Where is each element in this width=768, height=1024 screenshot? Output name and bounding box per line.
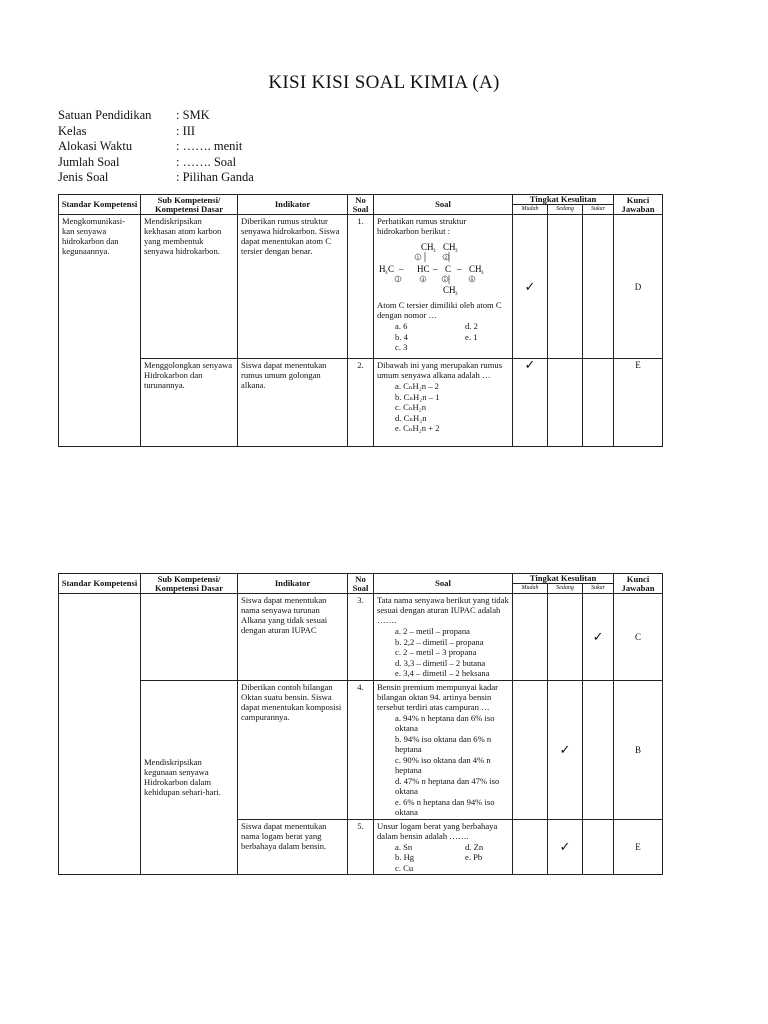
soal-question: Atom C tersier dimiliki oleh atom C dengan nomor …: [377, 300, 502, 320]
soal-question: Bensin premium mempunyai kadar bilangan oktan 94. artinya bensin tersebut terdiri atas campuran …: [377, 681, 499, 712]
cell-sukar: [583, 680, 614, 819]
cell-standar: Mengkomunikasi-kan senyawa hidrokarbon dan kegunaannya.: [59, 215, 141, 447]
header-tingkat: Tingkat Kesulitan: [513, 574, 614, 584]
cell-kunci: E: [614, 819, 663, 875]
option: d. CₙH₂n: [395, 412, 427, 423]
cell-no: 1.: [348, 215, 374, 359]
option: e. CₙH₂n + 2: [395, 423, 440, 433]
meta-row: [58, 139, 254, 155]
option: b. Hg: [395, 852, 415, 862]
cell-kunci: D: [614, 215, 663, 359]
option: d. 2: [465, 321, 478, 331]
meta-value: : ……. menit: [176, 139, 243, 153]
option: c. Cu: [395, 862, 414, 873]
header-indikator: Indikator: [238, 574, 348, 594]
option: c. CₙH₂n: [395, 402, 427, 412]
check-mark-icon: ✓: [524, 278, 536, 294]
option: b. 4: [395, 331, 408, 342]
cell-sedang: [548, 215, 583, 359]
cell-sedang: [548, 594, 583, 681]
formula-ch3-end: CH: [469, 264, 482, 274]
option-list: [377, 321, 509, 353]
structural-formula: [377, 240, 509, 296]
cell-sedang: [548, 680, 583, 819]
header-sub: Sub Kompetensi/ Kompetensi Dasar: [141, 195, 238, 215]
header-mudah: Mudah: [513, 584, 548, 594]
formula-sub: 3: [455, 249, 458, 254]
option: b. 2,2 – dimetil – propana: [395, 636, 484, 647]
soal-question: Unsur logam berat yang berbahaya dalam bensin adalah …….: [377, 820, 498, 841]
formula-sub: 3: [481, 271, 484, 276]
option: a. Sn: [395, 841, 413, 852]
check-mark-icon: ✓: [559, 838, 571, 854]
cell-sub: Mendiskripsikan kegunaan senyawa Hidrokarbon dalam kehidupan sehari-hari.: [141, 680, 238, 875]
formula-sub: 3: [433, 249, 436, 254]
meta-value: : ……. Soal: [176, 154, 237, 169]
option: d. Zn: [465, 841, 484, 852]
cell-indikator: Siswa dapat menentukan rumus umum golongan alkana.: [238, 359, 348, 447]
option: e. 6% n heptana dan 94% iso oktana: [395, 796, 495, 817]
header-kunci: Kunci Jawaban: [614, 195, 663, 215]
cell-sedang: [548, 819, 583, 875]
option: a. 6: [395, 321, 408, 331]
formula-dash: –: [399, 264, 404, 274]
option: d. 47% n heptana dan 47% iso oktana: [395, 775, 500, 796]
cell-no: 5.: [348, 819, 374, 875]
formula-sub: 3: [455, 292, 458, 296]
formula-dash: –: [457, 264, 462, 274]
meta-value: : SMK: [176, 108, 210, 122]
structural-formula-svg: [377, 240, 507, 296]
cell-indikator: Siswa dapat menentukan nama senyawa turunan Alkana yang tidak sesuai dengan aturan IUPAC: [238, 594, 348, 681]
option: b. CₙH₂n – 1: [395, 391, 440, 402]
formula-num: 2: [444, 256, 448, 261]
cell-soal: [374, 359, 513, 447]
meta-label: Jenis Soal: [58, 170, 109, 184]
cell-mudah: [513, 680, 548, 819]
option: c. 90% iso oktana dan 4% n heptana: [395, 754, 491, 775]
meta-value: : III: [176, 123, 196, 138]
formula-ch3-top-1: CH: [421, 242, 434, 252]
cell-no: 2.: [348, 359, 374, 447]
header-tingkat: Tingkat Kesulitan: [513, 195, 614, 205]
option: e. 3,4 – dimetil – 2 heksana: [395, 668, 490, 678]
formula-c: C: [388, 264, 395, 274]
header-mudah: Mudah: [513, 205, 548, 215]
soal-question: Tata nama senyawa berikut yang tidak sesuai dengan aturan IUPAC adalah …….: [377, 595, 509, 625]
option-list: [377, 626, 509, 679]
option-list: [377, 713, 509, 818]
soal-question: Dibawah ini yang merupakan rumus umum senyawa alkana adalah …: [377, 360, 503, 380]
kisi-table-1: [58, 194, 663, 447]
option: a. 94% n heptana dan 6% iso oktana: [395, 712, 495, 733]
header-no: No Soal: [348, 574, 374, 594]
cell-mudah: [513, 359, 548, 447]
header-sedang: Sedang: [548, 584, 583, 594]
option: d. 3,3 – dimetil – 2 butana: [395, 657, 486, 668]
formula-hc: HC: [417, 264, 430, 274]
cell-kunci: C: [614, 594, 663, 681]
cell-soal: [374, 819, 513, 875]
option: c. 2 – metil – 3 propana: [395, 647, 477, 657]
formula-num: 1: [416, 256, 420, 261]
meta-value: : Pilihan Ganda: [176, 170, 254, 184]
formula-num: 3: [396, 278, 400, 283]
formula-h: H: [379, 264, 386, 274]
cell-no: 4.: [348, 680, 374, 819]
header-kunci: Kunci Jawaban: [614, 574, 663, 594]
meta-label: Alokasi Waktu: [58, 139, 133, 153]
cell-no: 3.: [348, 594, 374, 681]
cell-kunci: B: [614, 680, 663, 819]
kisi-table-2: [58, 573, 663, 875]
meta-row: [58, 170, 254, 186]
cell-sub: Mendiskripsikan kekhasan atom karbon yang membentuk senyawa hidrokarbon.: [141, 215, 238, 359]
cell-standar: [59, 594, 141, 875]
cell-soal: [374, 215, 513, 359]
cell-sub: [141, 594, 238, 681]
document-title: KISI KISI SOAL KIMIA (A): [268, 72, 500, 93]
formula-ch3-top-2: CH: [443, 242, 456, 252]
cell-soal: [374, 594, 513, 681]
option: c. 3: [395, 342, 408, 352]
formula-dash: –: [433, 264, 438, 274]
cell-sedang: [548, 359, 583, 447]
check-mark-icon: ✓: [559, 741, 571, 757]
header-sub: Sub Kompetensi/ Kompetensi Dasar: [141, 574, 238, 594]
option-list: [377, 842, 509, 874]
formula-num: 5: [443, 278, 447, 283]
option: a. 2 – metil – propana: [395, 626, 470, 636]
header-no: No Soal: [348, 195, 374, 215]
meta-row: [58, 155, 254, 171]
cell-indikator: Diberikan contoh bilangan Oktan suatu bensin. Siswa dapat menentukan komposisi campurannya.: [238, 680, 348, 819]
cell-indikator: Siswa dapat menentukan nama logam berat yang berbahaya dalam bensin.: [238, 819, 348, 875]
check-mark-icon: ✓: [524, 357, 536, 372]
meta-label: Kelas: [58, 123, 87, 138]
header-standar: Standar Kompetensi: [59, 574, 141, 594]
meta-row: [58, 108, 254, 124]
cell-sukar: [583, 215, 614, 359]
cell-indikator: Diberikan rumus struktur senyawa hidrokarbon. Siswa dapat menentukan atom C tersier dengan benar.: [238, 215, 348, 359]
meta-label: Satuan Pendidikan: [58, 108, 152, 122]
header-soal: Soal: [374, 195, 513, 215]
cell-sub: Menggolongkan senyawa Hidrokarbon dan turunannya.: [141, 359, 238, 447]
option: b. 94% iso oktana dan 6% n heptana: [395, 733, 492, 754]
cell-soal: [374, 680, 513, 819]
cell-mudah: [513, 594, 548, 681]
formula-sub: 3: [385, 271, 388, 276]
cell-sukar: [583, 359, 614, 447]
cell-kunci: E: [614, 359, 663, 447]
option: a. CₙH₂n – 2: [395, 381, 439, 391]
header-indikator: Indikator: [238, 195, 348, 215]
formula-ch3-bottom: CH: [443, 285, 456, 295]
formula-num: 4: [421, 278, 425, 283]
cell-sukar: [583, 819, 614, 875]
header-sukar: Sukar: [583, 584, 614, 594]
meta-info: [58, 108, 254, 186]
option-list: [377, 381, 509, 434]
header-standar: Standar Kompetensi: [59, 195, 141, 215]
cell-sukar: [583, 594, 614, 681]
formula-num: 6: [470, 278, 474, 283]
meta-label: Jumlah Soal: [58, 154, 120, 169]
check-mark-icon: ✓: [592, 628, 604, 644]
option: e. 1: [465, 331, 478, 342]
header-soal: Soal: [374, 574, 513, 594]
meta-row: [58, 124, 254, 140]
soal-intro: Perhatikan rumus struktur hidrokarbon berikut :: [377, 216, 467, 236]
header-sedang: Sedang: [548, 205, 583, 215]
option: e. Pb: [465, 852, 483, 862]
header-sukar: Sukar: [583, 205, 614, 215]
formula-c2: C: [445, 264, 452, 274]
